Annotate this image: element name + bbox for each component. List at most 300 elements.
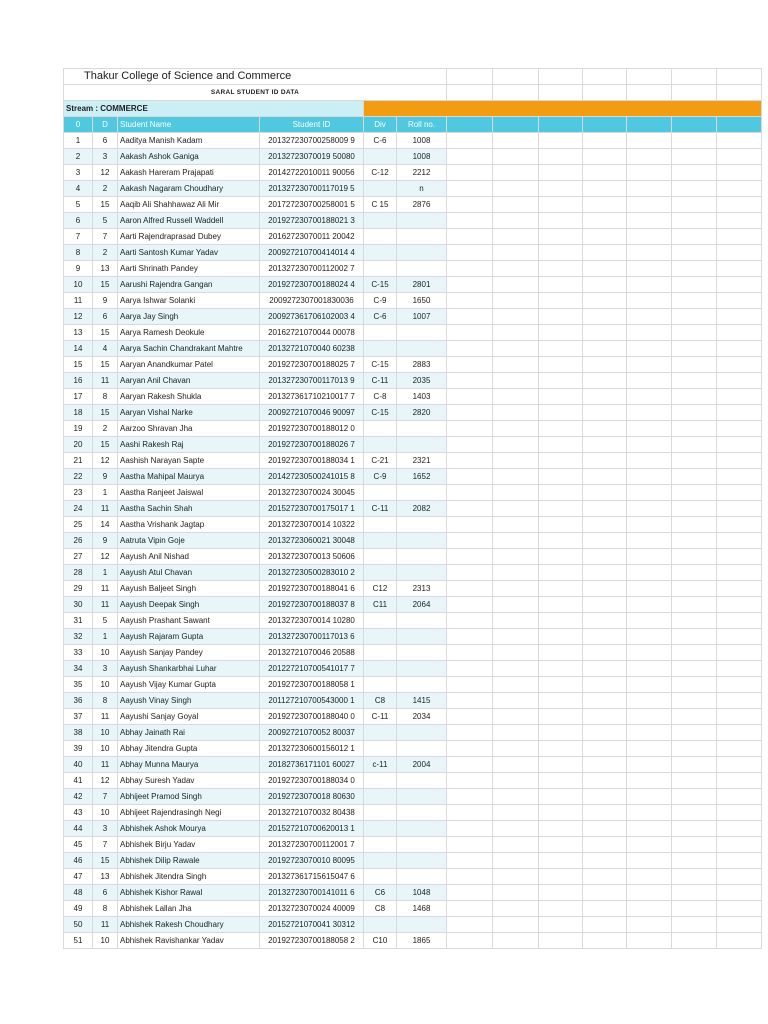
empty-cell[interactable] <box>447 629 493 645</box>
student-id[interactable]: 201927230700188025 7 <box>260 357 364 373</box>
roll-no[interactable] <box>397 613 447 629</box>
student-name[interactable]: Abhishek Lallan Jha <box>118 901 260 917</box>
empty-cell[interactable] <box>493 645 539 661</box>
student-id[interactable]: 201327230700141011 6 <box>260 885 364 901</box>
empty-cell[interactable] <box>583 373 627 389</box>
student-name[interactable]: Aaditya Manish Kadam <box>118 133 260 149</box>
empty-cell[interactable] <box>627 597 672 613</box>
empty-cell[interactable] <box>717 533 762 549</box>
empty-cell[interactable] <box>672 165 717 181</box>
empty-cell[interactable] <box>672 405 717 421</box>
empty-cell[interactable] <box>583 757 627 773</box>
empty-cell[interactable] <box>539 709 583 725</box>
empty-cell[interactable] <box>627 405 672 421</box>
empty-cell[interactable] <box>627 437 672 453</box>
empty-cell[interactable] <box>539 917 583 933</box>
empty-cell[interactable] <box>717 725 762 741</box>
student-name[interactable]: Abhijeet Pramod Singh <box>118 789 260 805</box>
empty-cell[interactable] <box>539 229 583 245</box>
student-name[interactable]: Aakash Hareram Prajapati <box>118 165 260 181</box>
empty-cell[interactable] <box>627 133 672 149</box>
empty-cell[interactable] <box>493 549 539 565</box>
roll-no[interactable] <box>397 213 447 229</box>
roll-no[interactable]: 1008 <box>397 133 447 149</box>
empty-cell[interactable] <box>672 549 717 565</box>
empty-cell[interactable] <box>447 373 493 389</box>
row-d[interactable]: 9 <box>93 533 118 549</box>
empty-cell[interactable] <box>493 725 539 741</box>
empty-cell[interactable] <box>493 773 539 789</box>
empty-cell[interactable] <box>717 325 762 341</box>
empty-cell[interactable] <box>672 421 717 437</box>
row-index[interactable]: 19 <box>64 421 93 437</box>
student-id[interactable]: 201927230700188058 2 <box>260 933 364 949</box>
empty-cell[interactable] <box>717 133 762 149</box>
empty-cell[interactable] <box>627 629 672 645</box>
row-index[interactable]: 41 <box>64 773 93 789</box>
empty-cell[interactable] <box>583 501 627 517</box>
student-name[interactable]: Abhijeet Rajendrasingh Negi <box>118 805 260 821</box>
row-div[interactable]: C11 <box>364 597 397 613</box>
empty-cell[interactable] <box>493 485 539 501</box>
student-id[interactable]: 20132723060021 30048 <box>260 533 364 549</box>
roll-no[interactable]: 2313 <box>397 581 447 597</box>
empty-cell[interactable] <box>493 389 539 405</box>
empty-cell[interactable] <box>539 773 583 789</box>
empty-cell[interactable] <box>583 309 627 325</box>
empty-cell[interactable] <box>627 389 672 405</box>
empty-cell[interactable] <box>539 405 583 421</box>
row-d[interactable]: 1 <box>93 565 118 581</box>
row-d[interactable]: 7 <box>93 229 118 245</box>
empty-cell[interactable] <box>672 341 717 357</box>
empty-cell[interactable] <box>583 421 627 437</box>
student-id[interactable]: 201927230700188021 3 <box>260 213 364 229</box>
roll-no[interactable]: 2035 <box>397 373 447 389</box>
empty-cell[interactable] <box>539 373 583 389</box>
student-id[interactable]: 201927230700188012 0 <box>260 421 364 437</box>
row-div[interactable] <box>364 181 397 197</box>
student-id[interactable]: 201227210700541017 7 <box>260 661 364 677</box>
empty-cell[interactable] <box>539 261 583 277</box>
student-id[interactable]: 201927230700188041 6 <box>260 581 364 597</box>
student-id[interactable]: 20092721070052 80037 <box>260 725 364 741</box>
roll-no[interactable]: 2820 <box>397 405 447 421</box>
empty-cell[interactable] <box>672 373 717 389</box>
empty-cell[interactable] <box>447 661 493 677</box>
row-div[interactable]: C-15 <box>364 277 397 293</box>
roll-no[interactable] <box>397 821 447 837</box>
empty-cell[interactable] <box>583 533 627 549</box>
empty-cell[interactable] <box>672 133 717 149</box>
empty-cell[interactable] <box>672 693 717 709</box>
roll-no[interactable] <box>397 677 447 693</box>
empty-cell[interactable] <box>672 709 717 725</box>
empty-cell[interactable] <box>717 853 762 869</box>
empty-cell[interactable] <box>627 453 672 469</box>
row-index[interactable]: 18 <box>64 405 93 421</box>
row-d[interactable]: 8 <box>93 389 118 405</box>
empty-cell[interactable] <box>583 405 627 421</box>
empty-cell[interactable] <box>583 325 627 341</box>
student-id[interactable]: 201327230700117013 9 <box>260 373 364 389</box>
empty-cell[interactable] <box>447 549 493 565</box>
roll-no[interactable]: 1415 <box>397 693 447 709</box>
empty-cell[interactable] <box>447 725 493 741</box>
roll-no[interactable]: 1650 <box>397 293 447 309</box>
empty-cell[interactable] <box>717 661 762 677</box>
row-div[interactable]: C-6 <box>364 133 397 149</box>
empty-cell[interactable] <box>672 869 717 885</box>
empty-cell[interactable] <box>539 757 583 773</box>
empty-cell[interactable] <box>447 917 493 933</box>
roll-no[interactable] <box>397 629 447 645</box>
empty-cell[interactable] <box>493 197 539 213</box>
empty-cell[interactable] <box>627 213 672 229</box>
empty-cell[interactable] <box>717 709 762 725</box>
empty-cell[interactable] <box>717 901 762 917</box>
empty-cell[interactable] <box>627 821 672 837</box>
roll-no[interactable] <box>397 805 447 821</box>
row-d[interactable]: 6 <box>93 885 118 901</box>
empty-cell[interactable] <box>672 725 717 741</box>
empty-cell[interactable] <box>583 677 627 693</box>
empty-cell[interactable] <box>627 933 672 949</box>
roll-no[interactable] <box>397 549 447 565</box>
roll-no[interactable]: 1865 <box>397 933 447 949</box>
row-div[interactable] <box>364 229 397 245</box>
row-div[interactable] <box>364 533 397 549</box>
empty-cell[interactable] <box>583 581 627 597</box>
student-id[interactable]: 201427230500241015 8 <box>260 469 364 485</box>
roll-no[interactable] <box>397 341 447 357</box>
empty-cell[interactable] <box>583 133 627 149</box>
student-name[interactable]: Aaryan Rakesh Shukla <box>118 389 260 405</box>
empty-cell[interactable] <box>627 469 672 485</box>
empty-cell[interactable] <box>627 181 672 197</box>
row-d[interactable]: 6 <box>93 309 118 325</box>
empty-cell[interactable] <box>493 837 539 853</box>
empty-cell[interactable] <box>627 325 672 341</box>
student-id[interactable]: 20092721070046 90097 <box>260 405 364 421</box>
empty-cell[interactable] <box>717 501 762 517</box>
student-name[interactable]: Aarti Rajendraprasad Dubey <box>118 229 260 245</box>
row-index[interactable]: 26 <box>64 533 93 549</box>
empty-cell[interactable] <box>672 853 717 869</box>
row-index[interactable]: 47 <box>64 869 93 885</box>
student-id[interactable]: 2009272307001830036 <box>260 293 364 309</box>
empty-cell[interactable] <box>627 197 672 213</box>
empty-cell[interactable] <box>493 805 539 821</box>
roll-no[interactable] <box>397 325 447 341</box>
row-d[interactable]: 10 <box>93 677 118 693</box>
empty-cell[interactable] <box>583 629 627 645</box>
empty-cell[interactable] <box>493 789 539 805</box>
empty-cell[interactable] <box>583 293 627 309</box>
empty-cell[interactable] <box>717 485 762 501</box>
row-div[interactable]: c-11 <box>364 757 397 773</box>
row-index[interactable]: 17 <box>64 389 93 405</box>
empty-cell[interactable] <box>672 597 717 613</box>
empty-cell[interactable] <box>672 933 717 949</box>
empty-cell[interactable] <box>493 325 539 341</box>
empty-cell[interactable] <box>672 501 717 517</box>
empty-cell[interactable] <box>583 805 627 821</box>
empty-cell[interactable] <box>672 149 717 165</box>
row-index[interactable]: 43 <box>64 805 93 821</box>
empty-cell[interactable] <box>672 613 717 629</box>
empty-cell[interactable] <box>717 405 762 421</box>
row-d[interactable]: 11 <box>93 709 118 725</box>
row-d[interactable]: 10 <box>93 645 118 661</box>
student-id[interactable]: 20132723070014 10280 <box>260 613 364 629</box>
empty-cell[interactable] <box>447 421 493 437</box>
row-div[interactable] <box>364 853 397 869</box>
empty-cell[interactable] <box>493 581 539 597</box>
empty-cell[interactable] <box>672 325 717 341</box>
empty-cell[interactable] <box>627 485 672 501</box>
empty-cell[interactable] <box>447 309 493 325</box>
empty-cell[interactable] <box>539 421 583 437</box>
row-d[interactable]: 6 <box>93 133 118 149</box>
row-d[interactable]: 13 <box>93 261 118 277</box>
row-div[interactable]: C8 <box>364 693 397 709</box>
empty-cell[interactable] <box>672 837 717 853</box>
student-id[interactable]: 20192723070018 80630 <box>260 789 364 805</box>
empty-cell[interactable] <box>583 261 627 277</box>
empty-cell[interactable] <box>583 229 627 245</box>
empty-cell[interactable] <box>627 837 672 853</box>
row-index[interactable]: 37 <box>64 709 93 725</box>
student-id[interactable]: 20162723070011 20042 <box>260 229 364 245</box>
student-name[interactable]: Abhishek Jitendra Singh <box>118 869 260 885</box>
row-index[interactable]: 20 <box>64 437 93 453</box>
row-div[interactable] <box>364 261 397 277</box>
empty-cell[interactable] <box>627 501 672 517</box>
empty-cell[interactable] <box>583 149 627 165</box>
roll-no[interactable] <box>397 741 447 757</box>
empty-cell[interactable] <box>539 149 583 165</box>
empty-cell[interactable] <box>583 389 627 405</box>
row-d[interactable]: 9 <box>93 293 118 309</box>
row-d[interactable]: 15 <box>93 437 118 453</box>
roll-no[interactable]: 2082 <box>397 501 447 517</box>
empty-cell[interactable] <box>447 245 493 261</box>
empty-cell[interactable] <box>493 341 539 357</box>
student-name[interactable]: Abhay Munna Maurya <box>118 757 260 773</box>
empty-cell[interactable] <box>583 181 627 197</box>
row-index[interactable]: 39 <box>64 741 93 757</box>
roll-no[interactable]: 2876 <box>397 197 447 213</box>
student-name[interactable]: Aaryan Anandkumar Patel <box>118 357 260 373</box>
student-name[interactable]: Aastha Mahipal Maurya <box>118 469 260 485</box>
empty-cell[interactable] <box>539 677 583 693</box>
empty-cell[interactable] <box>539 277 583 293</box>
empty-cell[interactable] <box>447 501 493 517</box>
student-id[interactable]: 20132723070014 10322 <box>260 517 364 533</box>
row-d[interactable]: 15 <box>93 197 118 213</box>
row-div[interactable] <box>364 741 397 757</box>
student-name[interactable]: Aastha Vrishank Jagtap <box>118 517 260 533</box>
empty-cell[interactable] <box>583 933 627 949</box>
empty-cell[interactable] <box>493 181 539 197</box>
empty-cell[interactable] <box>717 629 762 645</box>
student-id[interactable]: 201327230700117013 6 <box>260 629 364 645</box>
empty-cell[interactable] <box>447 869 493 885</box>
student-name[interactable]: Aayush Baljeet Singh <box>118 581 260 597</box>
student-name[interactable]: Aarti Shrinath Pandey <box>118 261 260 277</box>
empty-cell[interactable] <box>627 917 672 933</box>
student-id[interactable]: 200927361706102003 4 <box>260 309 364 325</box>
empty-cell[interactable] <box>539 645 583 661</box>
roll-no[interactable] <box>397 565 447 581</box>
empty-cell[interactable] <box>583 245 627 261</box>
empty-cell[interactable] <box>539 325 583 341</box>
empty-cell[interactable] <box>627 853 672 869</box>
empty-cell[interactable] <box>447 293 493 309</box>
empty-cell[interactable] <box>717 309 762 325</box>
empty-cell[interactable] <box>447 437 493 453</box>
empty-cell[interactable] <box>717 165 762 181</box>
empty-cell[interactable] <box>493 229 539 245</box>
empty-cell[interactable] <box>672 469 717 485</box>
row-div[interactable] <box>364 325 397 341</box>
row-index[interactable]: 27 <box>64 549 93 565</box>
row-index[interactable]: 1 <box>64 133 93 149</box>
empty-cell[interactable] <box>539 933 583 949</box>
empty-cell[interactable] <box>493 597 539 613</box>
roll-no[interactable]: 1403 <box>397 389 447 405</box>
empty-cell[interactable] <box>583 821 627 837</box>
empty-cell[interactable] <box>627 805 672 821</box>
student-name[interactable]: Aakash Ashok Ganiga <box>118 149 260 165</box>
row-div[interactable] <box>364 341 397 357</box>
empty-cell[interactable] <box>447 757 493 773</box>
empty-cell[interactable] <box>493 261 539 277</box>
empty-cell[interactable] <box>539 501 583 517</box>
empty-cell[interactable] <box>583 741 627 757</box>
empty-cell[interactable] <box>627 885 672 901</box>
empty-cell[interactable] <box>447 709 493 725</box>
row-div[interactable] <box>364 485 397 501</box>
empty-cell[interactable] <box>447 229 493 245</box>
empty-cell[interactable] <box>627 757 672 773</box>
empty-cell[interactable] <box>583 549 627 565</box>
empty-cell[interactable] <box>717 549 762 565</box>
row-div[interactable] <box>364 437 397 453</box>
row-d[interactable]: 3 <box>93 149 118 165</box>
empty-cell[interactable] <box>627 613 672 629</box>
empty-cell[interactable] <box>717 565 762 581</box>
row-d[interactable]: 10 <box>93 725 118 741</box>
empty-cell[interactable] <box>447 901 493 917</box>
row-div[interactable]: C 15 <box>364 197 397 213</box>
empty-cell[interactable] <box>627 309 672 325</box>
empty-cell[interactable] <box>627 229 672 245</box>
roll-no[interactable] <box>397 261 447 277</box>
empty-cell[interactable] <box>672 677 717 693</box>
empty-cell[interactable] <box>539 789 583 805</box>
empty-cell[interactable] <box>447 485 493 501</box>
student-name[interactable]: Aashish Narayan Sapte <box>118 453 260 469</box>
empty-cell[interactable] <box>627 549 672 565</box>
empty-cell[interactable] <box>583 853 627 869</box>
row-index[interactable]: 44 <box>64 821 93 837</box>
empty-cell[interactable] <box>493 741 539 757</box>
empty-cell[interactable] <box>583 613 627 629</box>
empty-cell[interactable] <box>493 453 539 469</box>
empty-cell[interactable] <box>672 661 717 677</box>
row-d[interactable]: 1 <box>93 629 118 645</box>
empty-cell[interactable] <box>447 645 493 661</box>
empty-cell[interactable] <box>447 533 493 549</box>
row-d[interactable]: 15 <box>93 357 118 373</box>
row-d[interactable]: 11 <box>93 581 118 597</box>
row-index[interactable]: 11 <box>64 293 93 309</box>
student-name[interactable]: Aayushi Sanjay Goyal <box>118 709 260 725</box>
roll-no[interactable] <box>397 661 447 677</box>
roll-no[interactable]: 2004 <box>397 757 447 773</box>
student-id[interactable]: 201327230700117019 5 <box>260 181 364 197</box>
student-id[interactable]: 201927230700188037 8 <box>260 597 364 613</box>
roll-no[interactable] <box>397 421 447 437</box>
row-index[interactable]: 14 <box>64 341 93 357</box>
row-index[interactable]: 29 <box>64 581 93 597</box>
empty-cell[interactable] <box>539 517 583 533</box>
row-d[interactable]: 15 <box>93 325 118 341</box>
empty-cell[interactable] <box>583 773 627 789</box>
roll-no[interactable] <box>397 837 447 853</box>
student-name[interactable]: Aayush Prashant Sawant <box>118 613 260 629</box>
empty-cell[interactable] <box>627 373 672 389</box>
row-index[interactable]: 15 <box>64 357 93 373</box>
empty-cell[interactable] <box>539 453 583 469</box>
empty-cell[interactable] <box>672 229 717 245</box>
empty-cell[interactable] <box>539 597 583 613</box>
empty-cell[interactable] <box>493 565 539 581</box>
empty-cell[interactable] <box>672 437 717 453</box>
row-div[interactable] <box>364 837 397 853</box>
roll-no[interactable] <box>397 533 447 549</box>
roll-no[interactable]: 1008 <box>397 149 447 165</box>
empty-cell[interactable] <box>539 245 583 261</box>
student-name[interactable]: Abhishek Rakesh Choudhary <box>118 917 260 933</box>
student-id[interactable]: 201127210700543000 1 <box>260 693 364 709</box>
student-id[interactable]: 20132723070024 40009 <box>260 901 364 917</box>
empty-cell[interactable] <box>627 293 672 309</box>
empty-cell[interactable] <box>583 357 627 373</box>
row-div[interactable] <box>364 677 397 693</box>
empty-cell[interactable] <box>583 885 627 901</box>
empty-cell[interactable] <box>672 197 717 213</box>
empty-cell[interactable] <box>583 341 627 357</box>
row-d[interactable]: 5 <box>93 213 118 229</box>
row-div[interactable]: C10 <box>364 933 397 949</box>
row-d[interactable]: 4 <box>93 341 118 357</box>
empty-cell[interactable] <box>493 293 539 309</box>
student-name[interactable]: Aayush Rajaram Gupta <box>118 629 260 645</box>
empty-cell[interactable] <box>672 741 717 757</box>
roll-no[interactable]: 2064 <box>397 597 447 613</box>
row-div[interactable] <box>364 821 397 837</box>
empty-cell[interactable] <box>717 373 762 389</box>
student-name[interactable]: Aaron Alfred Russell Waddell <box>118 213 260 229</box>
empty-cell[interactable] <box>627 645 672 661</box>
empty-cell[interactable] <box>717 469 762 485</box>
student-id[interactable]: 20132723070024 30045 <box>260 485 364 501</box>
empty-cell[interactable] <box>717 245 762 261</box>
empty-cell[interactable] <box>717 693 762 709</box>
